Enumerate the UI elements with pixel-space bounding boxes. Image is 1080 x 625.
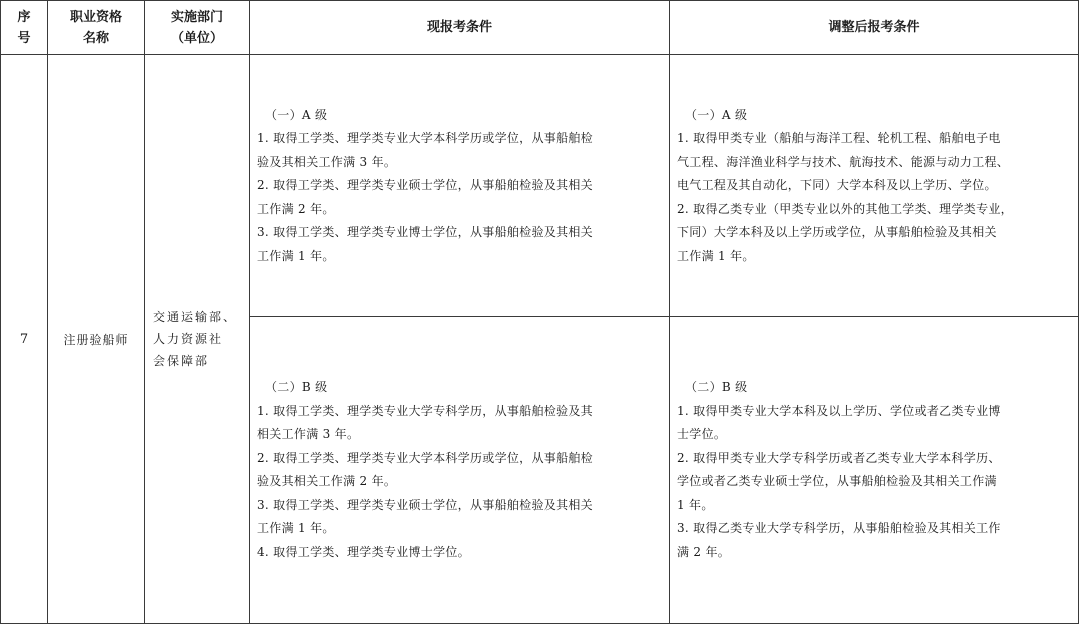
- table-row: [1, 55, 1079, 317]
- header-qualification-line2: 名称: [82, 30, 109, 46]
- current-grade-b-cell: [250, 317, 670, 624]
- grade-b-title: （二）B 级: [265, 380, 328, 395]
- adjusted-grade-b-cell: [670, 317, 1079, 624]
- header-no-line2: 号: [17, 30, 31, 46]
- condition-line: 下同）大学本科及以上学历或学位，从事船舶检验及其相关: [677, 225, 997, 240]
- condition-line: 3. 取得工学类、理学类专业硕士学位，从事船舶检验及其相关: [257, 497, 593, 512]
- condition-line: 2. 取得工学类、理学类专业大学本科学历或学位，从事船舶检: [257, 450, 593, 465]
- header-no-line1: 序: [17, 9, 31, 25]
- row-number: 7: [1, 55, 48, 624]
- department-line: 交通运输部、: [153, 310, 238, 325]
- condition-line: 4. 取得工学类、理学类专业博士学位。: [257, 544, 470, 559]
- condition-line: 1. 取得甲类专业（船舶与海洋工程、轮机工程、船舶电子电: [677, 131, 1001, 146]
- department-line: 人力资源社: [153, 332, 224, 347]
- condition-line: 3. 取得乙类专业大学专科学历，从事船舶检验及其相关工作: [677, 521, 1001, 536]
- header-no: [1, 1, 48, 55]
- condition-line: 验及其相关工作满 2 年。: [257, 474, 397, 489]
- header-row: [1, 1, 1079, 55]
- department-line: 会保障部: [153, 354, 210, 369]
- header-qualification-line1: 职业资格: [69, 9, 122, 25]
- condition-line: 1. 取得工学类、理学类专业大学本科学历或学位，从事船舶检: [257, 131, 593, 146]
- condition-line: 学位或者乙类专业硕士学位，从事船舶检验及其相关工作满: [677, 474, 997, 489]
- header-department-line1: 实施部门: [170, 9, 223, 25]
- header-current-conditions: 现报考条件: [250, 1, 670, 55]
- condition-line: 2. 取得乙类专业（甲类专业以外的其他工学类、理学类专业，: [677, 201, 1013, 216]
- adjusted-grade-a-cell: [670, 55, 1079, 317]
- condition-line: 工作满 1 年。: [677, 248, 755, 263]
- grade-a-title: （一）A 级: [685, 107, 748, 122]
- condition-line: 1. 取得工学类、理学类专业大学专科学历，从事船舶检验及其: [257, 403, 593, 418]
- condition-line: 验及其相关工作满 3 年。: [257, 154, 397, 169]
- condition-line: 工作满 1 年。: [257, 521, 335, 536]
- grade-a-title: （一）A 级: [265, 107, 328, 122]
- header-department: [145, 1, 250, 55]
- grade-b-title: （二）B 级: [685, 380, 748, 395]
- header-department-line2: （单位）: [170, 30, 223, 46]
- implementing-department: [145, 55, 250, 624]
- header-qualification: [48, 1, 145, 55]
- condition-line: 2. 取得甲类专业大学专科学历或者乙类专业大学本科学历、: [677, 450, 1001, 465]
- current-grade-a-cell: [250, 55, 670, 317]
- condition-line: 气工程、海洋渔业科学与技术、航海技术、能源与动力工程、: [677, 154, 1010, 169]
- condition-line: 3. 取得工学类、理学类专业博士学位，从事船舶检验及其相关: [257, 225, 593, 240]
- condition-line: 工作满 1 年。: [257, 248, 335, 263]
- condition-line: 相关工作满 3 年。: [257, 427, 360, 442]
- condition-line: 满 2 年。: [677, 544, 731, 559]
- condition-line: 电气工程及其自动化，下同）大学本科及以上学历、学位。: [677, 178, 997, 193]
- header-adjusted-conditions: 调整后报考条件: [670, 1, 1079, 55]
- condition-line: 士学位。: [677, 427, 727, 442]
- condition-line: 1. 取得甲类专业大学本科及以上学历、学位或者乙类专业博: [677, 403, 1001, 418]
- qualification-name: 注册验船师: [48, 55, 145, 624]
- condition-line: 1 年。: [677, 497, 714, 512]
- condition-line: 工作满 2 年。: [257, 201, 335, 216]
- condition-line: 2. 取得工学类、理学类专业硕士学位，从事船舶检验及其相关: [257, 178, 593, 193]
